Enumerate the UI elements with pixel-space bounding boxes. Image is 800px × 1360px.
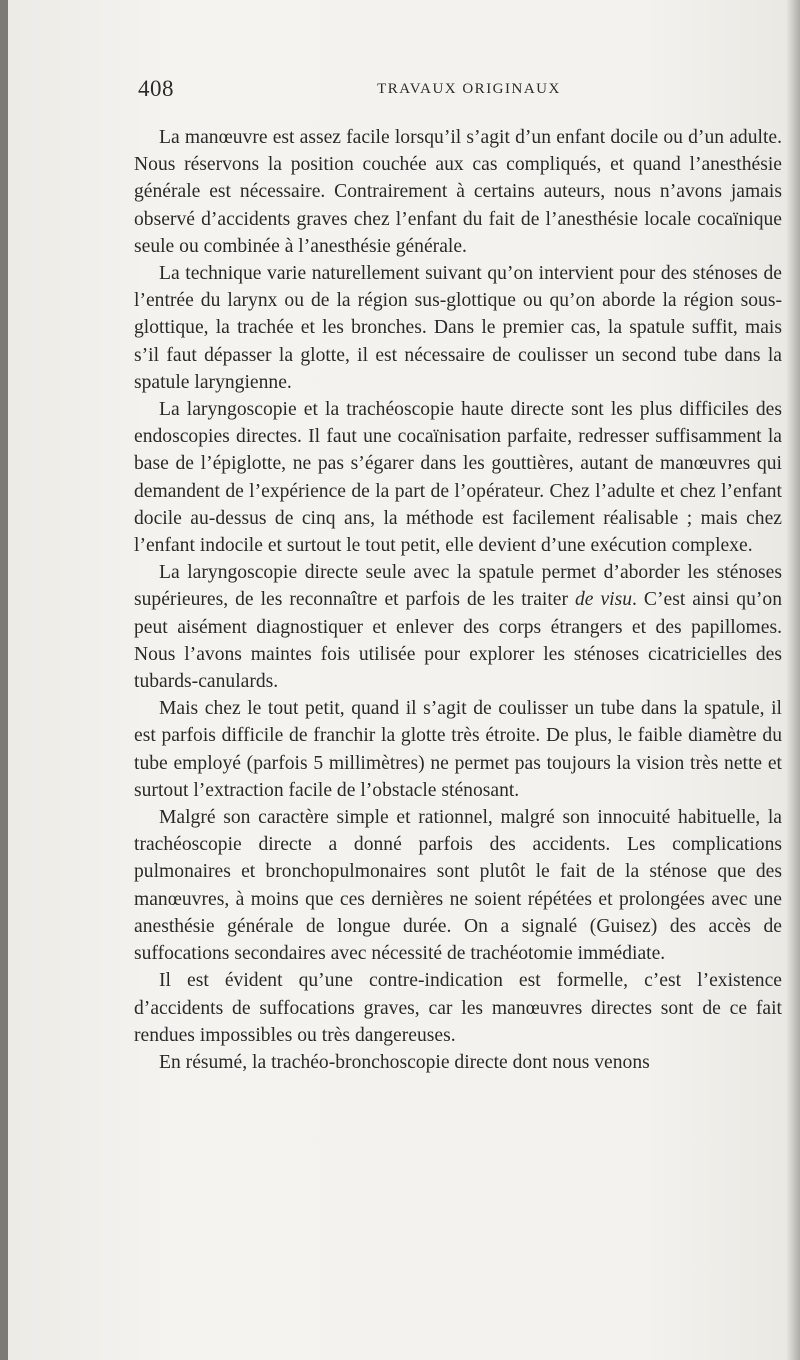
paragraph: La manœuvre est assez facile lorsqu’il s’agit d’un enfant docile ou d’un adulte. Nous réservons la position couchée aux cas compliqués, et quand l’anesthésie générale est nécessaire. Contrairement à certains auteurs, nous n’avons jamais observé d’accidents graves chez l’enfant du fait de l’anesthésie locale cocaïnique seule ou combinée à l’anesthésie générale. [134,127,782,257]
paragraph-text: . C’est ainsi qu’on peut aisément diagnostiquer et enlever des corps étrangers et des papillomes. Nous l’avons maintes fois utilisée pour explorer les sténoses cicatricielles des tubards-canulards. [134,589,782,693]
paragraph: Il est évident qu’une contre-indication est formelle, c’est l’existence d’accidents de suffocations graves, car les manœuvres directes sont de ce fait rendues impossibles ou très dangereuses. [134,970,782,1046]
page-edge-shadow [786,0,800,1360]
paragraph [134,559,782,695]
paragraph: La technique varie naturellement suivant qu’on intervient pour des sténoses de l’entrée du larynx ou de la région sus-glottique ou qu’on aborde la région sous-glottique, la trachée et les bronches. Dans le premier cas, la spatule suffit, mais s’il faut dépasser la glotte, il est nécessaire de coulisser un second tube dans la spatule laryngienne. [134,263,782,393]
running-head: TRAVAUX ORIGINAUX [377,81,561,97]
paragraph: Malgré son caractère simple et rationnel, malgré son innocuité habituelle, la trachéoscopie directe a donné parfois des accidents. Les complications pulmonaires et bronchopulmonaires sont plutôt le fait de la sténose que des manœuvres, à moins que ces dernières ne soient répétées et prolongées avec une anesthésie générale de longue durée. On a signalé (Guisez) des accès de suffocations secondaires avec nécessité de trachéotomie immédiate. [134,807,782,965]
paragraph: La laryngoscopie et la trachéoscopie haute directe sont les plus difficiles des endoscopies directes. Il faut une cocaïnisation parfaite, redresser suffisamment la base de l’épiglotte, ne pas s’égarer dans les gouttières, autant de manœuvres qui demandent de l’expérience de la part de l’opérateur. Chez l’adulte et chez l’enfant docile au-dessus de cinq ans, la méthode est facilement réalisable ; mais chez l’enfant indocile et surtout le tout petit, elle devient d’une exécution complexe. [134,399,782,557]
body-text [134,124,782,1076]
paragraph: En résumé, la trachéo-bronchoscopie directe dont nous venons [159,1051,650,1073]
paragraph: Mais chez le tout petit, quand il s’agit de coulisser un tube dans la spatule, il est parfois difficile de franchir la glotte très étroite. De plus, le faible diamètre du tube employé (parfois 5 millimètres) ne permet pas toujours la vision très nette et surtout l’extraction facile de l’obstacle sténosant. [134,698,782,801]
italic-phrase: de visu [575,589,633,611]
page-number: 408 [138,76,174,101]
paragraph-text: La laryngoscopie directe seule avec la spatule permet d’aborder les sténoses supérieures, de les reconnaître et parfois de les traiter [134,562,782,611]
page-header [138,76,790,110]
